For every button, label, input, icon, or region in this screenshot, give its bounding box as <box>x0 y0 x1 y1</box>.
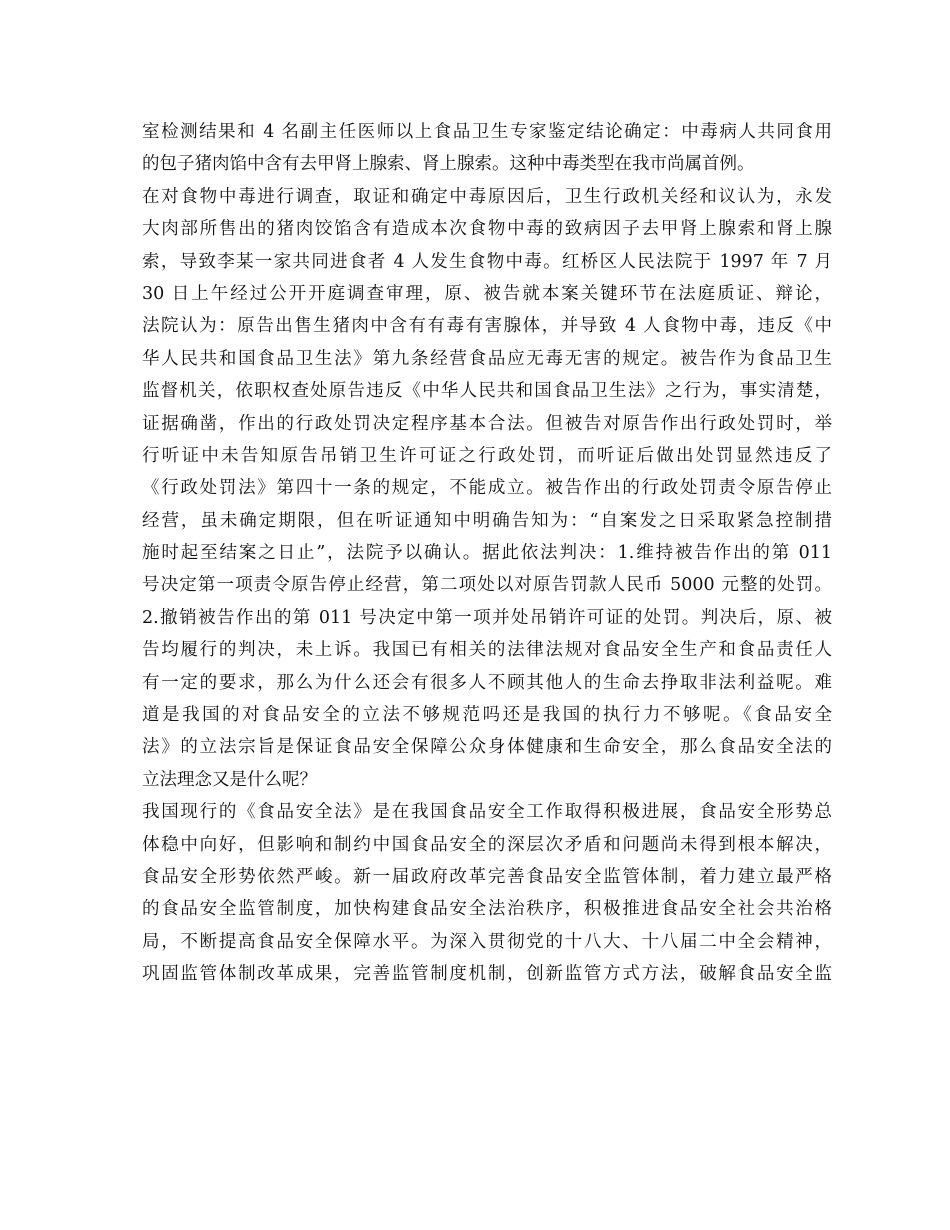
text-line: 局，不断提高食品安全保障水平。为深入贯彻党的十八大、十八届二中全会精神， <box>142 931 832 952</box>
text-line: 大肉部所售出的猪肉饺馅含有造成本次食物中毒的致病因子去甲肾上腺索和肾上腺 <box>142 219 832 240</box>
text-line: 在对食物中毒进行调查，取证和确定中毒原因后，卫生行政机关经和议认为，永发 <box>142 186 832 207</box>
text-line: 体稳中向好，但影响和制约中国食品安全的深层次矛盾和问题尚未得到根本解决， <box>142 834 832 855</box>
body-text <box>142 116 832 991</box>
text-line: 告均履行的判决，未上诉。我国已有相关的法律法规对食品安全生产和食品责任人 <box>142 640 832 661</box>
text-line: 巩固监管体制改革成果，完善监管制度机制，创新监管方式方法，破解食品安全监 <box>142 964 832 985</box>
text-line: 有一定的要求，那么为什么还会有很多人不顾其他人的生命去挣取非法利益呢。难 <box>142 672 832 693</box>
text-line: 行听证中未告知原告吊销卫生许可证之行政处罚，而听证后做出处罚显然违反了 <box>142 445 832 466</box>
text-line: 30 日上午经过公开开庭调查审理，原、被告就本案关键环节在法庭质证、辩论， <box>142 283 832 304</box>
text-line: 法》的立法宗旨是保证食品安全保障公众身体健康和生命安全，那么食品安全法的 <box>142 737 832 758</box>
text-line: 《行政处罚法》第四十一条的规定，不能成立。被告作出的行政处罚责令原告停止 <box>142 478 832 499</box>
text-line: 号决定第一项责令原告停止经营，第二项处以对原告罚款人民币 5000 元整的处罚。 <box>142 575 832 596</box>
text-line: 监督机关，依职权查处原告违反《中华人民共和国食品卫生法》之行为，事实清楚， <box>142 381 832 402</box>
text-line: 2.撤销被告作出的第 011 号决定中第一项并处吊销许可证的处罚。判决后，原、被 <box>142 607 832 628</box>
text-line: 法院认为：原告出售生猪肉中含有有毒有害腺体，并导致 4 人食物中毒，违反《中 <box>142 316 832 337</box>
text-line: 道是我国的对食品安全的立法不够规范吗还是我国的执行力不够呢。《食品安全 <box>142 705 832 726</box>
text-line: 的食品安全监管制度，加快构建食品安全法治秩序，积极推进食品安全社会共治格 <box>142 899 832 920</box>
text-line: 食品安全形势依然严峻。新一届政府改革完善食品安全监管体制，着力建立最严格 <box>142 866 832 887</box>
text-line: 华人民共和国食品卫生法》第九条经营食品应无毒无害的规定。被告作为食品卫生 <box>142 348 832 369</box>
text-line: 立法理念又是什么呢？ <box>142 769 317 790</box>
text-line: 施时起至结案之日止”，法院予以确认。据此依法判决：1.维持被告作出的第 011 <box>142 543 832 564</box>
text-line: 经营，虽未确定期限，但在听证通知中明确告知为：“自案发之日采取紧急控制措 <box>142 510 832 531</box>
text-line: 的包子猪肉馅中含有去甲肾上腺索、肾上腺索。这种中毒类型在我市尚属首例。 <box>142 154 755 175</box>
text-line: 室检测结果和 4 名副主任医师以上食品卫生专家鉴定结论确定：中毒病人共同食用 <box>142 122 832 142</box>
text-line: 索，导致李某一家共同进食者 4 人发生食物中毒。红桥区人民法院于 1997 年 7 月 <box>142 251 832 272</box>
text-line: 我国现行的《食品安全法》是在我国食品安全工作取得积极进展，食品安全形势总 <box>142 802 832 823</box>
text-line: 证据确凿，作出的行政处罚决定程序基本合法。但被告对原告作出行政处罚时，举 <box>142 413 832 434</box>
